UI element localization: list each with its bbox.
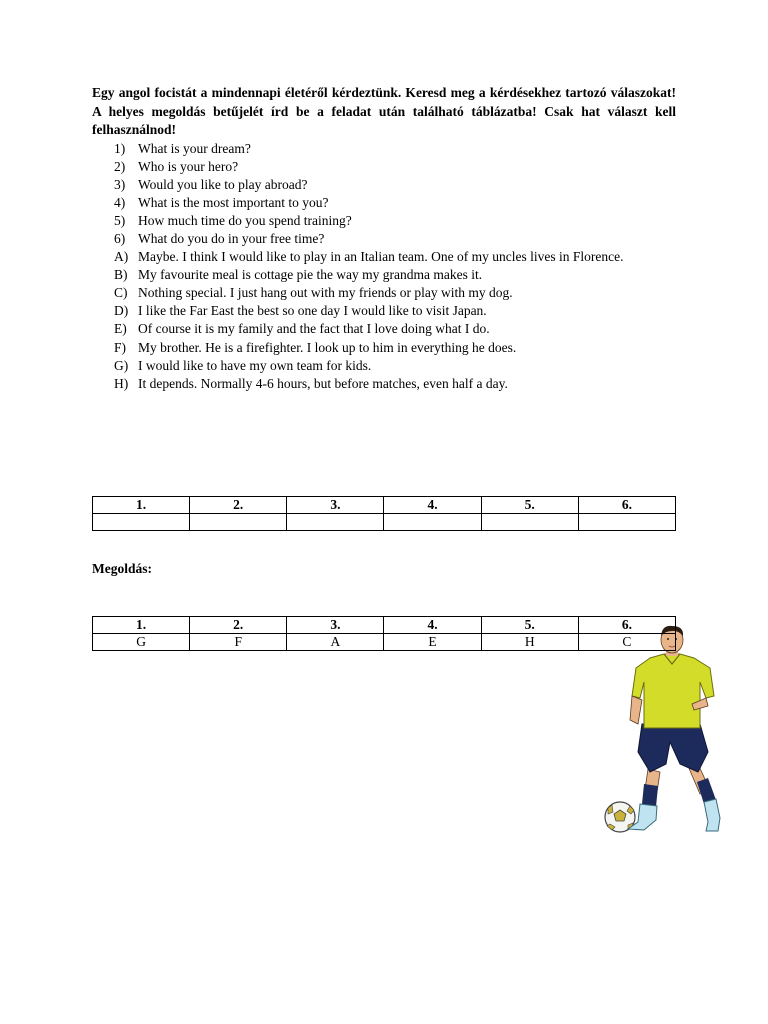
table-header-cell: 5. <box>481 617 578 634</box>
question-list <box>92 140 676 249</box>
answer-item <box>92 320 676 338</box>
answer-text: I would like to have my own team for kids. <box>138 357 372 373</box>
answer-cell[interactable] <box>93 514 190 531</box>
question-number: 2) <box>114 158 126 174</box>
table-header-cell: 2. <box>190 617 287 634</box>
question-text: What do you do in your free time? <box>138 230 325 246</box>
answer-item <box>92 357 676 375</box>
question-number: 1) <box>114 140 126 156</box>
answer-text: I like the Far East the best so one day I would like to visit Japan. <box>138 303 487 319</box>
table-header-cell: 4. <box>384 497 481 514</box>
question-number: 5) <box>114 212 126 228</box>
answer-item <box>92 302 676 320</box>
question-item <box>92 212 676 230</box>
answer-item <box>92 339 676 357</box>
question-text: Would you like to play abroad? <box>138 176 308 192</box>
question-number: 3) <box>114 176 126 192</box>
question-item <box>92 230 676 248</box>
table-header-cell: 3. <box>287 497 384 514</box>
table-header-cell: 6. <box>578 497 675 514</box>
question-text: Who is your hero? <box>138 158 239 174</box>
question-number: 6) <box>114 230 126 246</box>
solution-table <box>92 616 676 651</box>
answer-letter: D) <box>114 303 129 319</box>
answer-cell[interactable] <box>384 514 481 531</box>
answer-letter: H) <box>114 375 129 391</box>
worksheet <box>92 84 676 649</box>
answer-item <box>92 248 676 266</box>
answer-cell[interactable] <box>481 514 578 531</box>
answer-table-header-row <box>93 497 676 514</box>
solution-table-answer-row <box>93 634 676 651</box>
question-number: 4) <box>114 194 126 210</box>
answer-letter: E) <box>114 321 127 337</box>
answer-item <box>92 266 676 284</box>
question-item <box>92 158 676 176</box>
answer-cell[interactable] <box>578 514 675 531</box>
solution-cell: H <box>481 634 578 651</box>
answer-table <box>92 496 676 531</box>
table-header-cell: 3. <box>287 617 384 634</box>
answer-letter: C) <box>114 285 128 301</box>
answer-cell[interactable] <box>190 514 287 531</box>
table-header-cell: 2. <box>190 497 287 514</box>
solution-cell: C <box>578 634 675 651</box>
question-item <box>92 140 676 158</box>
answer-item <box>92 375 676 393</box>
solution-cell: A <box>287 634 384 651</box>
question-text: How much time do you spend training? <box>138 212 352 228</box>
answer-text: My favourite meal is cottage pie the way my grandma makes it. <box>138 267 483 283</box>
question-text: What is your dream? <box>138 140 251 156</box>
solution-cell: G <box>93 634 190 651</box>
table-header-cell: 1. <box>93 617 190 634</box>
question-item <box>92 194 676 212</box>
question-item <box>92 176 676 194</box>
solution-table-header-row <box>93 617 676 634</box>
table-header-cell: 4. <box>384 617 481 634</box>
answer-letter: B) <box>114 267 128 283</box>
question-text: What is the most important to you? <box>138 194 329 210</box>
answer-text: It depends. Normally 4-6 hours, but before matches, even half a day. <box>138 375 508 391</box>
answer-text: Maybe. I think I would like to play in an Italian team. One of my uncles lives in Florence. <box>138 249 624 265</box>
solution-heading: Megoldás: <box>92 561 152 576</box>
answer-letter: A) <box>114 249 129 265</box>
table-header-cell: 5. <box>481 497 578 514</box>
solution-cell: E <box>384 634 481 651</box>
answer-text: My brother. He is a firefighter. I look up to him in everything he does. <box>138 339 517 355</box>
table-header-cell: 1. <box>93 497 190 514</box>
answer-list <box>92 248 676 393</box>
task-instructions: Egy angol focistát a mindennapi életéről kérdeztünk. Keresd meg a kérdésekhez tartozó válaszokat! A helyes megoldás betűjelét írd be a feladat után található táblázatba! Csak hat választ kell felhasználnod! <box>92 85 676 137</box>
answer-text: Nothing special. I just hang out with my friends or play with my dog. <box>138 285 513 301</box>
solution-cell: F <box>190 634 287 651</box>
answer-text: Of course it is my family and the fact that I love doing what I do. <box>138 321 490 337</box>
answer-item <box>92 284 676 302</box>
answer-letter: G) <box>114 357 129 373</box>
table-header-cell: 6. <box>578 617 675 634</box>
answer-letter: F) <box>114 339 127 355</box>
answer-table-input-row <box>93 514 676 531</box>
answer-cell[interactable] <box>287 514 384 531</box>
footballer-illustration <box>600 624 726 834</box>
